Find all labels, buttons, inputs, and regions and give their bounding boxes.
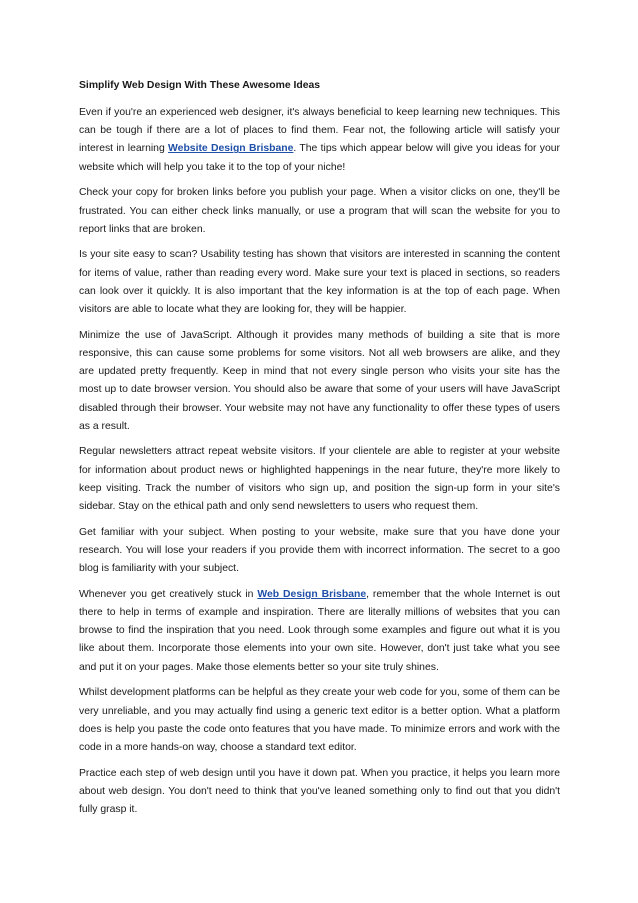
paragraph-text: Even if you're an experienced web designer, it's always beneficial to keep learning new techniques. This can be tough if there are a lot of places to find them. Fear not, the following article will satisfy your interest in learning — [79, 107, 560, 155]
paragraph-text: , remember that the whole Internet is out there to help in terms of example and inspiration. There are literally millions of websites that you can browse to find the inspiration that you need. Look through some examples and figure out what it is you like about them. Incorporate those elements into your own site. However, don't just take what you see and put it on your pages. Make those elements better so your site truly shines. — [79, 588, 560, 673]
paragraph-text: Whenever you get creatively stuck in — [79, 588, 258, 600]
paragraph-newsletters: Regular newsletters attract repeat website visitors. If your clientele are able to register at your website for information about product news or highlighted happenings in the near future, they're more likely to keep visiting. Track the number of visitors who sign up, and position the sign-up form in your site's sidebar. Stay on the ethical path and only send newsletters to users who request them. — [79, 446, 560, 513]
document-title: Simplify Web Design With These Awesome Ideas — [79, 80, 321, 91]
paragraph-practice: Practice each step of web design until you have it down pat. When you practice, it helps you learn more about web design. You don't need to think that you've leaned something only to find out that you didn't fully grasp it. — [79, 767, 560, 816]
paragraph-inspiration — [79, 586, 560, 677]
website-design-brisbane-link[interactable]: Website Design Brisbane — [168, 143, 294, 155]
paragraph-usability: Is your site easy to scan? Usability testing has shown that visitors are interested in scanning the content for items of value, rather than reading every word. Make sure your text is placed in sections, so readers can look over it quickly. It is also important that the key information is at the top of each page. When visitors are able to locate what they are looking for, they will be happier. — [79, 249, 560, 316]
paragraph-intro — [79, 104, 560, 177]
paragraph-text: . The tips which appear below will give you ideas for your website which will help you take it to the top of your niche! — [79, 143, 561, 173]
paragraph-platforms: Whilst development platforms can be helpful as they create your web code for you, some of them can be very unreliable, and you may actually find using a generic text editor is a better option. What a platform does is help you paste the code onto features that you have made. To minimize errors and work with the code in a more hands-on way, choose a standard text editor. — [79, 687, 560, 753]
paragraph-javascript: Minimize the use of JavaScript. Although it provides many methods of building a site that is more responsive, this can cause some problems for some visitors. Not all web browsers are alike, and they are updated pretty frequently. Keep in mind that not every single person who visits your site has the most up to date browser version. You should also be aware that some of your users will have JavaScript disabled through their browser. Your website may not have any functionality to offer these types of users as a result. — [79, 329, 560, 432]
web-design-brisbane-link[interactable]: Web Design Brisbane — [257, 588, 367, 600]
paragraph-subject: Get familiar with your subject. When posting to your website, make sure that you have done your research. You will lose your readers if you provide them with incorrect information. The secret to a goo blog is familiarity with your subject. — [79, 526, 560, 575]
paragraph-broken-links: Check your copy for broken links before you publish your page. When a visitor clicks on one, they'll be frustrated. You can either check links manually, or use a program that will scan the website for you to report links that are broken. — [79, 187, 560, 235]
